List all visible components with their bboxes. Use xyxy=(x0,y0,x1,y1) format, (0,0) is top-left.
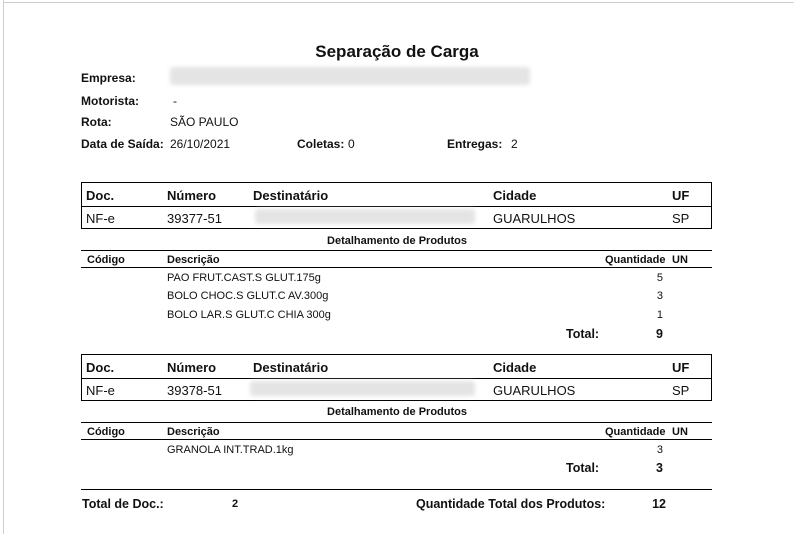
document-box-divider xyxy=(81,378,712,379)
footer-rule xyxy=(81,489,712,490)
quantidade-total-value: 12 xyxy=(652,497,666,511)
document-total-label: Total: xyxy=(566,327,600,341)
data-saida-value: 26/10/2021 xyxy=(170,137,231,151)
products-top-rule xyxy=(81,250,712,251)
motorista-label: Motorista: xyxy=(81,94,139,108)
product-description: GRANOLA INT.TRAD.1kg xyxy=(167,444,294,456)
empresa-label: Empresa: xyxy=(81,71,136,85)
doc-numero: 39378-51 xyxy=(167,383,222,398)
destinatario-redacted xyxy=(255,209,475,224)
quantidade-header: Quantidade xyxy=(605,426,666,438)
total-doc-label: Total de Doc.: xyxy=(82,497,164,511)
uf-header: UF xyxy=(672,360,690,375)
codigo-header: Código xyxy=(87,426,125,438)
product-quantity: 1 xyxy=(656,309,663,321)
descricao-header: Descrição xyxy=(167,254,220,266)
descricao-header: Descrição xyxy=(167,426,220,438)
codigo-header: Código xyxy=(87,254,125,266)
numero-header: Número xyxy=(167,360,217,375)
cidade-header: Cidade xyxy=(493,360,537,375)
products-top-rule xyxy=(81,422,712,423)
doc-header: Doc. xyxy=(86,188,115,203)
destinatario-redacted xyxy=(250,381,475,396)
coletas-label: Coletas: xyxy=(297,137,345,151)
motorista-value: - xyxy=(173,94,177,108)
destinatario-header: Destinatário xyxy=(253,360,329,375)
total-doc-value: 2 xyxy=(232,498,239,510)
products-section-title: Detalhamento de Produtos xyxy=(327,406,467,418)
entregas-value: 2 xyxy=(511,137,518,151)
document-total-label: Total: xyxy=(566,461,600,475)
doc-cidade: GUARULHOS xyxy=(493,383,576,398)
products-header-rule xyxy=(81,439,712,440)
cidade-header: Cidade xyxy=(493,188,537,203)
rota-label: Rota: xyxy=(81,115,112,129)
coletas-value: 0 xyxy=(348,137,355,151)
doc-type: NF-e xyxy=(86,383,115,398)
doc-uf: SP xyxy=(672,383,690,398)
destinatario-header: Destinatário xyxy=(253,188,329,203)
doc-cidade: GUARULHOS xyxy=(493,211,576,226)
product-description: PAO FRUT.CAST.S GLUT.175g xyxy=(167,272,321,284)
doc-header: Doc. xyxy=(86,360,115,375)
product-description: BOLO LAR.S GLUT.C CHIA 300g xyxy=(167,309,331,321)
document-total-value: 3 xyxy=(656,461,663,475)
rota-value: SÃO PAULO xyxy=(170,115,239,129)
products-header-rule xyxy=(81,267,712,268)
uf-header: UF xyxy=(672,188,690,203)
document-total-value: 9 xyxy=(656,327,663,341)
data-saida-label: Data de Saída: xyxy=(81,137,164,151)
products-section-title: Detalhamento de Produtos xyxy=(327,235,467,247)
product-quantity: 3 xyxy=(656,444,663,456)
quantidade-total-label: Quantidade Total dos Produtos: xyxy=(416,497,606,511)
doc-type: NF-e xyxy=(86,211,115,226)
quantidade-header: Quantidade xyxy=(605,254,666,266)
doc-numero: 39377-51 xyxy=(167,211,222,226)
un-header: UN xyxy=(672,426,688,438)
un-header: UN xyxy=(672,254,688,266)
product-description: BOLO CHOC.S GLUT.C AV.300g xyxy=(167,290,329,302)
page-edge-left xyxy=(3,0,4,534)
numero-header: Número xyxy=(167,188,217,203)
product-quantity: 3 xyxy=(656,290,663,302)
entregas-label: Entregas: xyxy=(447,137,503,151)
doc-uf: SP xyxy=(672,211,690,226)
page-title: Separação de Carga xyxy=(315,42,479,61)
product-quantity: 5 xyxy=(656,272,663,284)
empresa-value-redacted xyxy=(170,67,530,85)
page-edge-top xyxy=(3,2,794,3)
document-box-divider xyxy=(81,206,712,207)
